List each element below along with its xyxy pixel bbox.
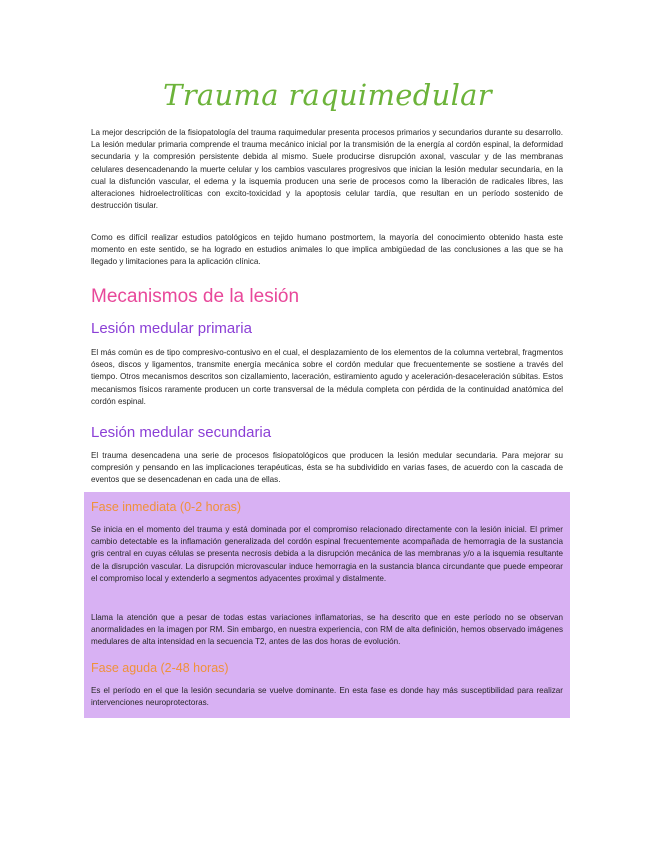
section-heading-mecanismos: Mecanismos de la lesión	[91, 286, 300, 307]
phase-heading-inmediata: Fase inmediata (0-2 horas)	[91, 500, 242, 514]
intro-paragraph-1: La mejor descripción de la fisiopatología del trauma raquimedular presenta procesos primarios y secundarios durante su desarrollo. La lesión medular primaria comprende el trauma mecánico inicial por la transmisión de la energía al cordón espinal, la deformidad secundaria y la compresión persistente debida al mismo. Suele producirse disrupción axonal, vascular y de las membranas celulares desencadenando la muerte celular y los cambios vasculares progresivos que inician la lesión medular secundaria, en la cual la disfunción vascular, el edema y la isquemia producen una serie de procesos como la liberación de radicales libres, las alteraciones hidroelectrolíticas con excito-toxicidad y la apoptosis celular tardía, que resultan en un período sostenido de destrucción tisular.	[91, 128, 563, 211]
secondary-lesion-paragraph: El trauma desencadena una serie de procesos fisiopatológicos que producen la lesión medular secundaria. Para mejorar su compresión y pensando en las implicaciones terapéuticas, ésta se ha subdividido en varias fases, de acuerdo con la cascada de eventos que se desencadenan en cada una de ellas.	[91, 451, 563, 485]
subheading-lesion-primaria: Lesión medular primaria	[91, 320, 252, 337]
primary-lesion-paragraph: El más común es de tipo compresivo-contusivo en el cual, el desplazamiento de los elementos de la columna vertebral, fragmentos óseos, discos y ligamentos, transmite energía mecánica sobre el cordón medular que frecuentemente se sostiene a través del tiempo. Otros mecanismos descritos son cizallamiento, laceración, estiramiento agudo y aceleración-desaceleración súbitas. Estos mecanismos físicos raramente producen un corte transversal de la médula completa con pérdida de la continuidad anatómica del cordón espinal.	[91, 348, 563, 406]
phase-inmediata-paragraph-2: Llama la atención que a pesar de todas estas variaciones inflamatorias, se ha descrito que en este período no se observan anormalidades en la imagen por RM. Sin embargo, en nuestra experiencia, con RM de alta definición, hemos observado imágenes medulares de alta intensidad en la secuencia T2, antes de las dos horas de evolución.	[91, 613, 563, 647]
phase-heading-aguda: Fase aguda (2-48 horas)	[91, 661, 229, 675]
subheading-lesion-secundaria: Lesión medular secundaria	[91, 424, 272, 441]
intro-paragraph-2: Como es difícil realizar estudios patológicos en tejido humano postmortem, la mayoría del conocimiento obtenido hasta este momento en este sentido, se ha logrado en estudios animales lo que implica ambigüedad de las conclusiones a las que se ha llegado y limitaciones para la aplicación clínica.	[91, 233, 563, 267]
phase-inmediata-paragraph-1: Se inicia en el momento del trauma y está dominada por el compromiso relacionado directamente con la lesión inicial. El primer cambio detectable es la inflamación generalizada del cordón espinal frecuentemente acompañada de hemorragia de la sustancia gris central en cuyas células se presenta necrosis debida a la disrupción mecánica de las membranas y/o a la isquemia resultante de la disrupción vascular. La disrupción microvascular induce hemorragia en la sustancia blanca circundante que puede empeorar el compromiso local y extenderlo a segmentos adyacentes proximal y distalmente.	[91, 525, 563, 583]
phase-aguda-paragraph: Es el período en el que la lesión secundaria se vuelve dominante. En esta fase es donde hay más susceptibilidad para realizar intervenciones neuroprotectoras.	[91, 686, 563, 708]
page-title: Trauma raquimedular	[163, 78, 492, 112]
